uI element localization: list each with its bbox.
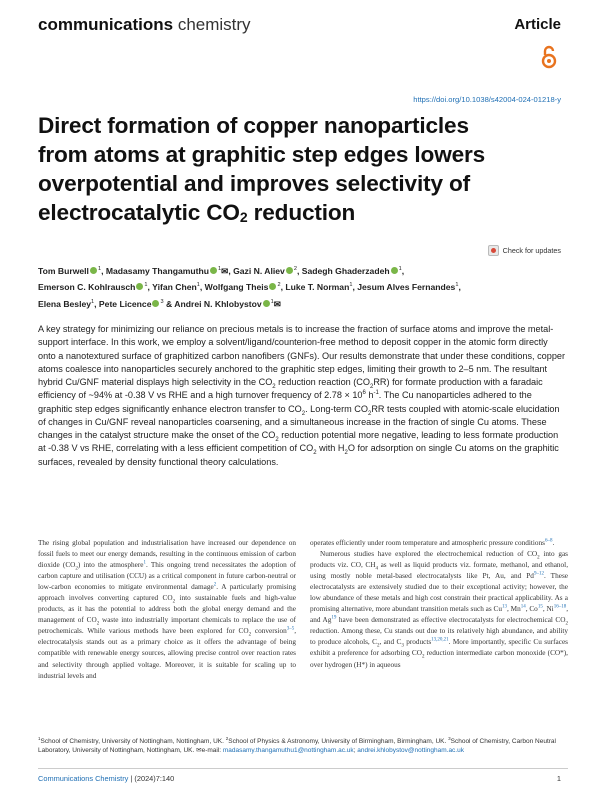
orcid-icon[interactable] [210, 267, 217, 274]
footer-citation: Communications Chemistry | (2024)7:140 [38, 774, 175, 783]
article-title: Direct formation of copper nanoparticles from atoms at graphitic step edges lowers overpotential and improves selectivity of electrocatalytic $CO_2$ reduction [38, 113, 486, 225]
article-type: Article [514, 16, 561, 33]
abstract: A key strategy for minimizing our reliance on precious metals is to increase the fraction of surface atoms and improve the metal-support interface. In this work, we employ a solvent/ligand/counterion-free method to deposit copper in the atomic form directly onto a nanotextured surface of graphitized carbon nanofibers (GNFs). Our results demonstrate that under these conditions, copper atoms coalesce into nanoparticles securely anchored to the graphitic step edges, limiting their growth to 2–5 nm. The resultant hybrid Cu/GNF material displays high selectivity in the $CO_2$ reduction reaction $(CO_2RR)$ for formate production with a faradaic efficiency of ~94% at -0.38 V vs RHE and a high turnover frequency of $2.78 \times 10^6$ $h^{-1}$. The Cu nanoparticles adhered to the graphitic step edges significantly enhance electron transfer to $CO_2$. Long-term $CO_2RR$ tests coupled with atomic-scale elucidation of changes in Cu/GNF reveal nanoparticles coarsening, and a simultaneous increase in the fraction of single Cu atoms. These changes in the catalyst structure make the onset of the $CO_2$ reduction potential more negative, leading to less formate production at -0.38 V vs RHE, correlating with a less efficient competition of $CO_2$ with $H_2O$ for adsorption on single Cu atoms on the graphitic surfaces, revealed by density functional theory calculations. [38, 324, 566, 467]
page-number: 1 [556, 774, 561, 783]
email-icon: ✉ [196, 747, 202, 755]
footer-divider [38, 768, 568, 769]
check-for-updates[interactable]: Check for updates [488, 245, 561, 256]
body-column-right: operates efficiently under room temperature and atmospheric pressure conditions$^{6-8}$. Numerous studies have explored the electrochemical reduction of $CO_2$ into gas products viz. CO, $CH_4$ as well as liquid products viz. formate, methanol, and ethanol, using mostly noble metal-based electrocatalysts like Pt, Au, and Pd$^{9-12}$. These electrocatalysts are extensively studied due to their exceptional activity; however, the low abundance of these metals and high cost constrain their practical applicability. As a promising alternative, more abundant transition metals such as Cu$^{13}$, Mn$^{14}$, Co$^{15}$, Ni$^{16-18}$, and Ag$^{19}$ have been demonstrated as effective electrocatalysts for electrochemical $CO_2$ reduction. Among these, Cu stands out due to its relatively high abundance, and ability to produce alcohols, $C_2$, and $C_3$ products$^{13,20,21}$. More importantly, specific Cu surfaces exhibit a preference for adsorbing $CO_2$ reduction intermediate carbon monoxide (CO*), over hydrogen (H*) in aqueous [310, 538, 569, 669]
body-column-left: The rising global population and industrialisation have increased our dependence on fossil fuels to meet our energy demands, resulting in the continuous emission of carbon dioxide $(CO_2)$ into the atmosphere$^1$. This ongoing trend necessitates the adoption of carbon capture and utilisation (CCU) as a critical component in future carbon-neutral or low-carbon economies to mitigate environmental damage$^2$. A particularly promising approach involves converting captured $CO_2$ into sustainable fuels and high-value products, as it has the potential to address both the global energy demand and the management of $CO_2$ waste into industrially important chemicals to replace the use of petrochemicals. While various methods have been explored for $CO_2$ conversion$^{3-5}$, electrocatalysis stands out as a primary choice as it offers the advantage of being compatible with renewable energy sources, allowing precise control over reaction rates and selectivity through applied voltage. Moreover, it is suitable for scaling up to industrial levels and [38, 539, 297, 680]
journal-name: communications chemistry [38, 15, 251, 34]
doi-link[interactable]: https://doi.org/10.1038/s42004-024-01218-y [413, 95, 561, 104]
orcid-icon[interactable] [263, 300, 270, 307]
orcid-icon[interactable] [152, 300, 159, 307]
email-link[interactable]: andrei.khlobystov@nottingham.ac.uk [357, 747, 464, 755]
email-icon: ✉ [273, 298, 281, 309]
open-access-icon [540, 45, 558, 69]
affiliations: $^1$School of Chemistry, University of Nottingham, Nottingham, UK. $^2$School of Physics & Astronomy, University of Birmingham, Birmingham, UK. $^3$School of Chemistry, Carbon Neutral Laboratory, University of Nottingham, Nottingham, UK. ✉e-mail: madasamy.thangamuthu1@nottingham.ac.uk; andrei.khlobystov@nottingham.ac.uk [38, 735, 556, 755]
updates-icon [488, 245, 499, 256]
email-link[interactable]: madasamy.thangamuthu1@nottingham.ac.uk [222, 747, 354, 755]
orcid-icon[interactable] [391, 267, 398, 274]
orcid-icon[interactable] [269, 283, 276, 290]
orcid-icon[interactable] [286, 267, 293, 274]
author-list: Tom Burwell $^1$, Madasamy Thangamuthu $^1$✉, Gazi N. Aliev $^2$, Sadegh Ghaderzadeh $^1$, Emerson C. Kohlrausch $^1$, Yifan Chen$^1$, Wolfgang Theis $^2$, Luke T. Norman$^1$, Jesum Alves Fernandes$^1$, Elena Besley$^1$, Pete Licence $^3$ & Andrei N. Khlobystov $^1$✉ [38, 265, 461, 309]
orcid-icon[interactable] [90, 267, 97, 274]
orcid-icon[interactable] [136, 283, 143, 290]
email-icon: ✉ [221, 265, 229, 276]
